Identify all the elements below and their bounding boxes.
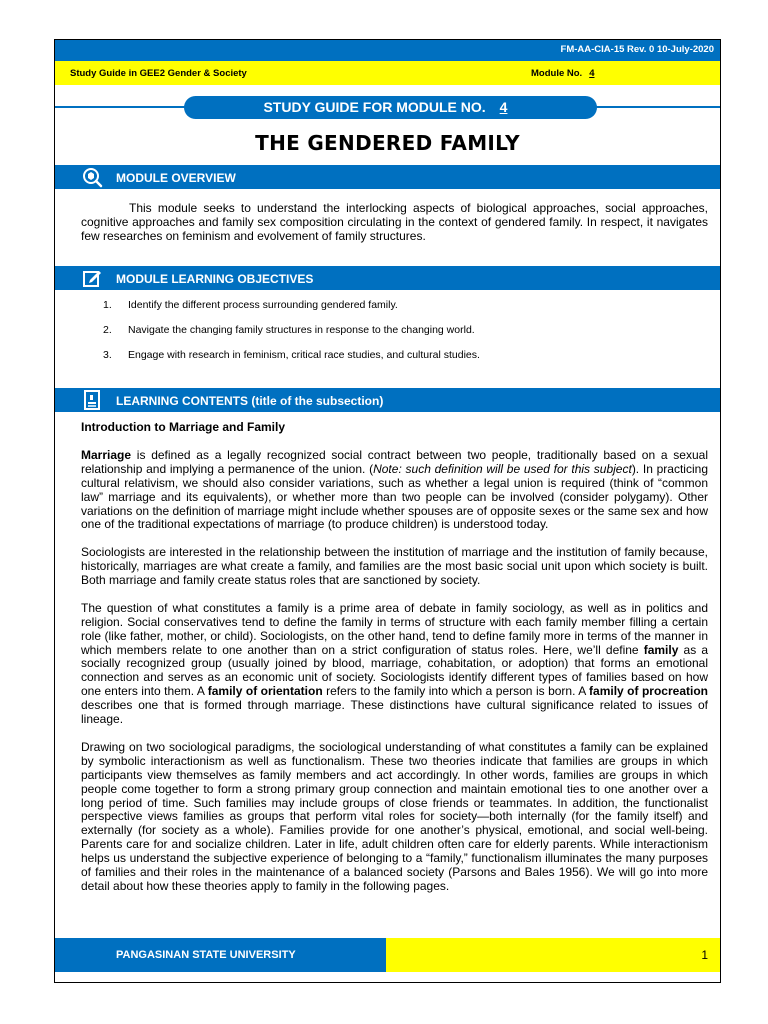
note-text: Note: such definition will be used for this subject <box>373 461 632 476</box>
term-family-of-orientation: family of orientation <box>207 684 323 699</box>
learning-objectives-heading: MODULE LEARNING OBJECTIVES <box>116 272 314 286</box>
paragraph-text: describes one that is formed through marriage. These distinctions have cultural significance related to issues of lineage. <box>81 698 708 727</box>
document-icon <box>81 389 103 411</box>
module-overview-header <box>55 165 720 189</box>
footer-page-bar <box>386 938 720 972</box>
term-family: family <box>643 642 679 657</box>
learning-contents-heading: LEARNING CONTENTS (title of the subsection) <box>116 394 384 408</box>
magnifier-icon <box>81 166 103 188</box>
paragraph-text: ). In practicing cultural relativism, we should also consider variations, such as whether a legal union is required (think of “common law” marriage and its equivalents), or whether more than two people can be involved (consider polygamy). Other variations on the definition of marriage might include whether spouses are of opposite sexes or the same sex and how one of the traditional expectations of marriage (to produce children) is understood today. <box>81 461 708 532</box>
objective-text: Identify the different process surrounding gendered family. <box>128 299 398 311</box>
paragraph-text: refers to the family into which a person is born. A <box>322 684 590 699</box>
module-no-label: Module No. <box>531 68 583 79</box>
module-no-value: 4 <box>589 68 595 79</box>
marriage-paragraph <box>81 449 708 532</box>
learning-contents-header <box>55 388 720 412</box>
objective-text: Engage with research in feminism, critical race studies, and cultural studies. <box>128 349 480 361</box>
objective-number: 2. <box>103 324 112 336</box>
paragraph-text: The question of what constitutes a family is a prime area of debate in family sociology, as well as in politics and religion. Social conservatives tend to define the family in terms of structure with each family member filling a certain role (like father, mother, or child). Sociologists, on the other hand, tend to define family more in terms of the manner in which members relate to one another than on a strict configuration of status roles. Here, we’ll define <box>81 600 708 657</box>
course-header-bar <box>55 61 720 85</box>
module-overview-heading: MODULE OVERVIEW <box>116 171 236 185</box>
course-label: Study Guide in GEE2 Gender & Society <box>70 68 247 79</box>
overview-text <box>81 202 708 258</box>
objectives-list <box>103 299 663 374</box>
overview-paragraph: This module seeks to understand the interlocking aspects of biological approaches, social approaches, cognitive approaches and family sex composition circulating in the context of gendered family. In respect, it navigates few researches on feminism and evolvement of family structures. <box>81 201 708 243</box>
study-guide-label: STUDY GUIDE FOR MODULE NO. <box>263 99 486 115</box>
list-item <box>103 349 663 374</box>
subsection-title: Introduction to Marriage and Family <box>81 420 286 434</box>
learning-contents-body <box>81 421 708 908</box>
paragraph-text: is defined as a legally recognized social contract between two people, traditionally based on a sexual relationship and implying a permanence of the union. ( <box>81 447 708 476</box>
list-item <box>103 324 663 349</box>
edit-icon <box>81 267 103 289</box>
objective-text: Navigate the changing family structures in response to the changing world. <box>128 324 475 336</box>
term-marriage: Marriage <box>81 447 132 462</box>
learning-objectives-header <box>55 266 720 290</box>
objective-number: 3. <box>103 349 112 361</box>
objective-number: 1. <box>103 299 112 311</box>
module-number-header <box>531 68 599 79</box>
page-number: 1 <box>701 948 708 962</box>
family-definition-paragraph <box>81 602 708 727</box>
study-guide-banner <box>184 96 597 119</box>
footer-university-bar <box>55 938 386 972</box>
list-item <box>103 299 663 324</box>
page-title: THE GENDERED FAMILY <box>255 131 520 155</box>
study-guide-module-no: 4 <box>499 99 508 115</box>
university-name: PANGASINAN STATE UNIVERSITY <box>116 949 296 961</box>
form-code: FM-AA-CIA-15 Rev. 0 10-July-2020 <box>560 44 714 55</box>
sociologists-paragraph: Sociologists are interested in the relationship between the institution of marriage and the institution of family because, historically, marriages are what create a family, and families are the most basic social unit upon which society is built. Both marriage and family create status roles that are sanctioned by society. <box>81 545 708 588</box>
paradigms-paragraph: Drawing on two sociological paradigms, the sociological understanding of what constitutes a family can be explained by symbolic interactionism as well as functionalism. These two theories indicate that families are groups in which participants view themselves as family members and act accordingly. In other words, families are groups in which people come together to form a strong primary group connection and maintain emotional ties to one another over a long period of time. Such families may include groups of close friends or teammates. In addition, the functionalist perspective views families as groups that perform vital roles for society—both internally (for the family itself) and externally (for society as a whole). Families provide for one another’s physical, emotional, and social well-being. Parents care for and socialize children. Later in life, adult children often care for elderly parents. While interactionism helps us understand the subjective experience of belonging to a “family,” functionalism illuminates the many purposes of families and their roles in the maintenance of a balanced society (Parsons and Bales 1956). We will go into more detail about how these theories apply to family in the following pages. <box>81 739 708 893</box>
term-family-of-procreation: family of procreation <box>589 684 708 699</box>
paragraph-text: as a socially recognized group (usually joined by blood, marriage, cohabitation, or adoption) that forms an emotional connection and serves as an economic unit of society. Sociologists identify different types of families based on how one enters into them. A <box>81 642 709 699</box>
form-code-bar <box>55 40 720 61</box>
